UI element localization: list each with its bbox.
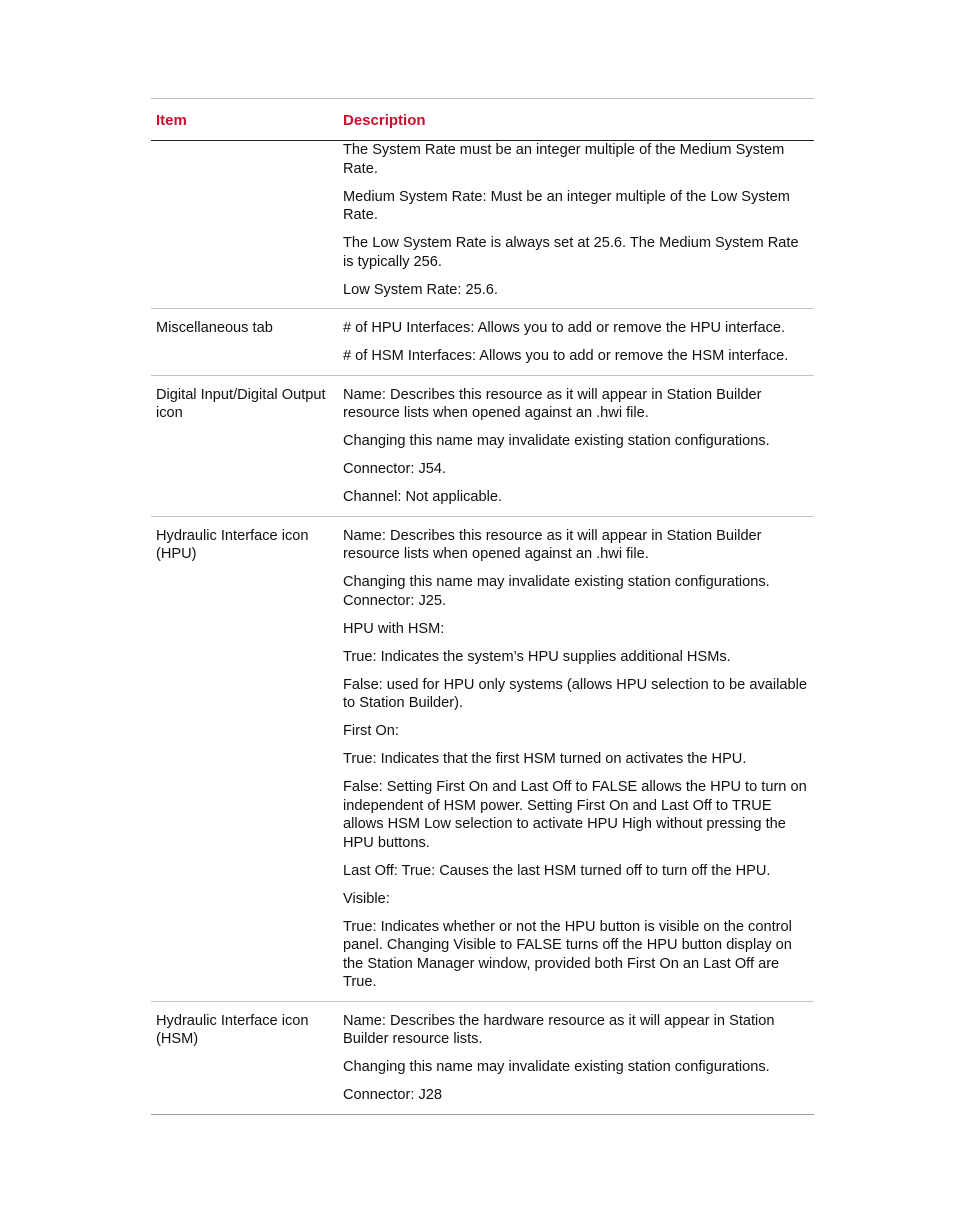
description-paragraph: Name: Describes this resource as it will appear in Station Builder resource lists when opened against an .hwi file.	[343, 386, 762, 421]
description-paragraph: Channel: Not applicable.	[343, 489, 503, 505]
description-cell	[343, 376, 814, 516]
description-paragraph: Last Off: True: Causes the last HSM turned off to turn off the HPU.	[343, 862, 771, 879]
table-row	[151, 141, 814, 308]
description-paragraph: Changing this name may invalidate existing station configurations. Connector: J25.	[343, 574, 770, 609]
description-paragraph: HPU with HSM:	[343, 620, 445, 637]
description-paragraph: Connector: J54.	[343, 461, 447, 477]
description-cell	[343, 141, 814, 308]
table-row	[151, 375, 814, 516]
description-cell	[343, 309, 814, 375]
description-paragraph: Connector: J28	[343, 1087, 442, 1103]
description-cell	[343, 517, 814, 1001]
description-paragraph: True: Indicates the system’s HPU supplies additional HSMs.	[343, 648, 731, 665]
description-paragraph: Medium System Rate: Must be an integer multiple of the Low System Rate.	[343, 188, 790, 223]
item-cell: Hydraulic Interface icon (HPU)	[156, 527, 309, 562]
description-paragraph: # of HSM Interfaces: Allows you to add or remove the HSM interface.	[343, 348, 789, 364]
description-paragraph: True: Indicates whether or not the HPU button is visible on the control panel. Changing Visible to FALSE turns off the HPU button display on the Station Manager window, provided both First On an Last Off are True.	[343, 918, 792, 990]
item-cell: Digital Input/Digital Output icon	[156, 386, 326, 421]
description-paragraph: Name: Describes this resource as it will appear in Station Builder resource lists when opened against an .hwi file.	[343, 527, 762, 562]
table-header	[151, 99, 814, 141]
description-paragraph: The System Rate must be an integer multiple of the Medium System Rate.	[343, 142, 785, 177]
description-paragraph: Low System Rate: 25.6.	[343, 281, 498, 298]
description-paragraph: Changing this name may invalidate existing station configurations.	[343, 433, 770, 449]
description-paragraph: Changing this name may invalidate existing station configurations.	[343, 1059, 770, 1075]
item-description-table	[151, 98, 814, 1115]
description-paragraph: # of HPU Interfaces: Allows you to add or remove the HPU interface.	[343, 320, 786, 336]
description-paragraph: Visible:	[343, 890, 390, 907]
description-paragraph: Name: Describes the hardware resource as it will appear in Station Builder resource lists.	[343, 1012, 775, 1047]
table-row	[151, 516, 814, 1001]
description-paragraph: The Low System Rate is always set at 25.6. The Medium System Rate is typically 256.	[343, 235, 799, 270]
item-cell: Miscellaneous tab	[156, 320, 273, 336]
item-cell	[151, 141, 343, 308]
description-paragraph: False: used for HPU only systems (allows HPU selection to be available to Station Builder).	[343, 676, 807, 711]
description-cell	[343, 1002, 814, 1114]
item-cell: Hydraulic Interface icon (HSM)	[156, 1012, 309, 1047]
description-paragraph: False: Setting First On and Last Off to FALSE allows the HPU to turn on independent of HSM power. Setting First On and Last Off to TRUE allows HSM Low selection to activate HPU High without pressing the HPU buttons.	[343, 779, 807, 851]
table-row	[151, 1001, 814, 1114]
description-paragraph: True: Indicates that the first HSM turned on activates the HPU.	[343, 751, 747, 767]
item-column-header: Item	[156, 112, 187, 129]
description-column-header: Description	[343, 112, 426, 129]
table-row	[151, 308, 814, 375]
description-paragraph: First On:	[343, 723, 399, 739]
